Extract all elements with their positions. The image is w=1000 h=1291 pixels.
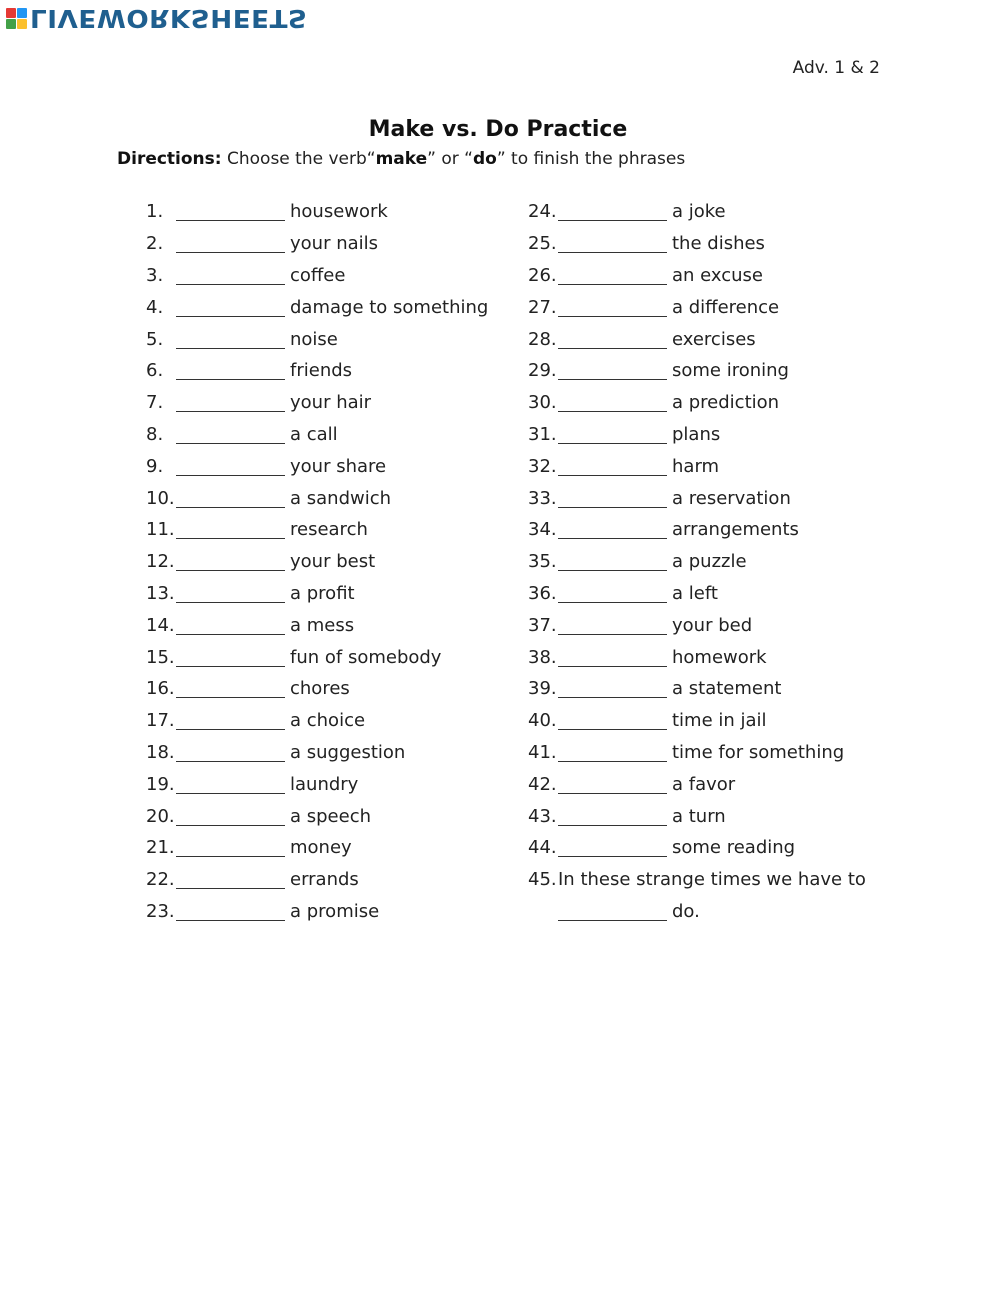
logo-square-blue (17, 8, 27, 18)
item-number: 38. (528, 646, 557, 668)
left-column (146, 196, 488, 927)
item-phrase: a mess (290, 614, 355, 636)
item-number: 1. (146, 201, 164, 223)
item-number: 34. (528, 519, 557, 541)
item-phrase: a statement (672, 678, 782, 700)
item-number: 15. (146, 646, 175, 668)
item-phrase: some ironing (672, 360, 789, 382)
item-phrase: errands (290, 869, 359, 891)
item-phrase: In these strange times we have to (558, 869, 866, 891)
item-phrase: a profit (290, 582, 355, 604)
answer-blank[interactable] (176, 298, 285, 317)
item-number: 22. (146, 869, 175, 891)
answer-blank[interactable] (176, 902, 285, 921)
item-phrase: research (290, 519, 368, 541)
item-number: 24. (528, 201, 557, 223)
answer-blank[interactable] (176, 425, 285, 444)
list-item (528, 323, 866, 355)
item-number: 23. (146, 900, 175, 922)
level-label: Adv. 1 & 2 (792, 58, 880, 78)
item-number: 43. (528, 805, 557, 827)
logo-square-yellow (17, 19, 27, 29)
item-phrase: time in jail (672, 710, 767, 732)
logo-square-green (6, 19, 16, 29)
answer-blank[interactable] (558, 298, 667, 317)
item-phrase: your bed (672, 614, 753, 636)
list-item (528, 355, 866, 387)
answer-blank[interactable] (176, 870, 285, 889)
item-phrase: money (290, 837, 352, 859)
answer-blank[interactable] (558, 266, 667, 285)
item-number: 10. (146, 487, 175, 509)
right-column (528, 196, 866, 927)
item-number: 2. (146, 233, 164, 255)
item-phrase: friends (290, 360, 353, 382)
list-item (146, 260, 488, 292)
answer-blank[interactable] (176, 457, 285, 476)
item-number: 3. (146, 264, 164, 286)
item-phrase: a turn (672, 805, 726, 827)
list-item (146, 768, 488, 800)
make-word: make (375, 149, 428, 169)
right-rows (528, 196, 866, 864)
directions (117, 149, 685, 169)
list-item (528, 196, 866, 228)
list-item (146, 609, 488, 641)
logo-text: LIVEWORKSHEETS (30, 4, 308, 33)
list-item (146, 705, 488, 737)
list-item (528, 387, 866, 419)
list-item (146, 832, 488, 864)
answer-blank[interactable] (558, 520, 667, 539)
item-number: 42. (528, 773, 557, 795)
item-number: 35. (528, 551, 557, 573)
list-item (528, 832, 866, 864)
logo-square-red (6, 8, 16, 18)
answer-blank[interactable] (176, 520, 285, 539)
item-phrase: laundry (290, 773, 359, 795)
list-item (146, 864, 488, 896)
item-number: 26. (528, 264, 557, 286)
answer-blank[interactable] (176, 266, 285, 285)
answer-blank[interactable] (176, 679, 285, 698)
item-number: 25. (528, 233, 557, 255)
item-phrase: some reading (672, 837, 796, 859)
directions-text: Choose the verb“ (221, 149, 376, 169)
list-item (146, 896, 488, 928)
item-phrase: a choice (290, 710, 366, 732)
item-number: 36. (528, 582, 557, 604)
item-phrase: do. (672, 900, 700, 922)
item-number: 13. (146, 582, 175, 604)
list-item (528, 768, 866, 800)
answer-blank[interactable] (176, 393, 285, 412)
item-phrase: arrangements (672, 519, 799, 541)
list-item (528, 514, 866, 546)
item-phrase: plans (672, 423, 721, 445)
answer-blank[interactable] (558, 393, 667, 412)
list-item (528, 228, 866, 260)
list-item (528, 609, 866, 641)
answer-blank[interactable] (558, 330, 667, 349)
item-number: 11. (146, 519, 175, 541)
item-phrase: your nails (290, 233, 379, 255)
do-word: do (472, 149, 497, 169)
answer-blank[interactable] (176, 648, 285, 667)
item-phrase: time for something (672, 741, 845, 763)
item-number: 41. (528, 741, 557, 763)
item-phrase: the dishes (672, 233, 765, 255)
item-number: 16. (146, 678, 175, 700)
list-item (146, 641, 488, 673)
answer-blank[interactable] (558, 616, 667, 635)
answer-blank[interactable] (558, 584, 667, 603)
item-phrase: coffee (290, 264, 346, 286)
answer-blank[interactable] (558, 838, 667, 857)
item-number: 20. (146, 805, 175, 827)
item-phrase: chores (290, 678, 350, 700)
item-phrase: a sandwich (290, 487, 392, 509)
item-phrase: a call (290, 423, 338, 445)
answer-blank[interactable] (176, 807, 285, 826)
list-item (528, 260, 866, 292)
liveworksheets-logo (6, 4, 308, 33)
item-phrase: a reservation (672, 487, 791, 509)
item-phrase: a favor (672, 773, 736, 795)
item-number: 37. (528, 614, 557, 636)
item-phrase: a speech (290, 805, 372, 827)
item-phrase: noise (290, 328, 338, 350)
list-item (528, 705, 866, 737)
list-item (146, 514, 488, 546)
answer-blank[interactable] (558, 489, 667, 508)
answer-blank[interactable] (176, 584, 285, 603)
directions-mid-text: ” or “ (427, 149, 473, 169)
directions-label: Directions: (117, 149, 222, 169)
item-number: 12. (146, 551, 175, 573)
item-phrase: a left (672, 582, 718, 604)
list-item (528, 864, 866, 896)
item-number: 19. (146, 773, 175, 795)
list-item (146, 387, 488, 419)
item-number: 40. (528, 710, 557, 732)
item-number: 9. (146, 455, 164, 477)
answer-blank[interactable] (558, 457, 667, 476)
item-number: 7. (146, 392, 164, 414)
item-phrase: your hair (290, 392, 372, 414)
list-item (528, 737, 866, 769)
list-item (528, 673, 866, 705)
item-number: 29. (528, 360, 557, 382)
item-phrase: a prediction (672, 392, 780, 414)
answer-blank[interactable] (558, 711, 667, 730)
answer-blank[interactable] (558, 234, 667, 253)
list-item (528, 578, 866, 610)
answer-blank[interactable] (558, 902, 667, 921)
answer-blank[interactable] (558, 425, 667, 444)
item-phrase: fun of somebody (290, 646, 442, 668)
answer-blank[interactable] (176, 361, 285, 380)
answer-blank[interactable] (558, 775, 667, 794)
item-number: 17. (146, 710, 175, 732)
item-number: 30. (528, 392, 557, 414)
answer-blank[interactable] (176, 711, 285, 730)
list-item-continuation (528, 896, 866, 928)
item-phrase: an excuse (672, 264, 764, 286)
item-phrase: your share (290, 455, 387, 477)
answer-blank[interactable] (558, 552, 667, 571)
item-number: 45. (528, 869, 557, 891)
list-item (528, 450, 866, 482)
item-phrase: a puzzle (672, 551, 747, 573)
item-phrase: exercises (672, 328, 756, 350)
item-number: 32. (528, 455, 557, 477)
answer-blank[interactable] (558, 361, 667, 380)
item-number: 5. (146, 328, 164, 350)
item-phrase: housework (290, 201, 388, 223)
list-item (146, 578, 488, 610)
list-item (528, 800, 866, 832)
list-item (146, 419, 488, 451)
list-item (146, 323, 488, 355)
item-number: 8. (146, 423, 164, 445)
answer-blank[interactable] (176, 552, 285, 571)
logo-squares-icon (6, 8, 27, 29)
list-item (146, 737, 488, 769)
item-number: 6. (146, 360, 164, 382)
list-item (146, 196, 488, 228)
item-number: 21. (146, 837, 175, 859)
answer-blank[interactable] (176, 775, 285, 794)
answer-blank[interactable] (176, 330, 285, 349)
item-number: 27. (528, 296, 557, 318)
list-item (146, 546, 488, 578)
item-phrase: a difference (672, 296, 780, 318)
answer-blank[interactable] (176, 234, 285, 253)
item-number: 31. (528, 423, 557, 445)
list-item (146, 355, 488, 387)
item-number: 4. (146, 296, 164, 318)
list-item (146, 673, 488, 705)
list-item (528, 419, 866, 451)
list-item (528, 482, 866, 514)
answer-blank[interactable] (176, 838, 285, 857)
list-item (528, 546, 866, 578)
answer-blank[interactable] (176, 616, 285, 635)
answer-blank[interactable] (558, 743, 667, 762)
list-item (146, 482, 488, 514)
item-number: 28. (528, 328, 557, 350)
list-item (528, 291, 866, 323)
answer-blank[interactable] (176, 202, 285, 221)
item-phrase: your best (290, 551, 376, 573)
item-phrase: a suggestion (290, 741, 406, 763)
answer-blank[interactable] (176, 743, 285, 762)
item-phrase: damage to something (290, 296, 489, 318)
item-number: 18. (146, 741, 175, 763)
list-item (146, 291, 488, 323)
list-item (146, 450, 488, 482)
list-item (528, 641, 866, 673)
answer-blank[interactable] (176, 489, 285, 508)
item-phrase: a joke (672, 201, 726, 223)
item-phrase: homework (672, 646, 767, 668)
item-phrase: harm (672, 455, 720, 477)
item-phrase: a promise (290, 900, 380, 922)
list-item (146, 800, 488, 832)
directions-end-text: ” to finish the phrases (496, 149, 686, 169)
answer-blank[interactable] (558, 807, 667, 826)
item-number: 44. (528, 837, 557, 859)
list-item (146, 228, 488, 260)
item-number: 14. (146, 614, 175, 636)
item-number: 33. (528, 487, 557, 509)
answer-blank[interactable] (558, 202, 667, 221)
item-number: 39. (528, 678, 557, 700)
answer-blank[interactable] (558, 648, 667, 667)
answer-blank[interactable] (558, 679, 667, 698)
page-title: Make vs. Do Practice (368, 117, 628, 142)
